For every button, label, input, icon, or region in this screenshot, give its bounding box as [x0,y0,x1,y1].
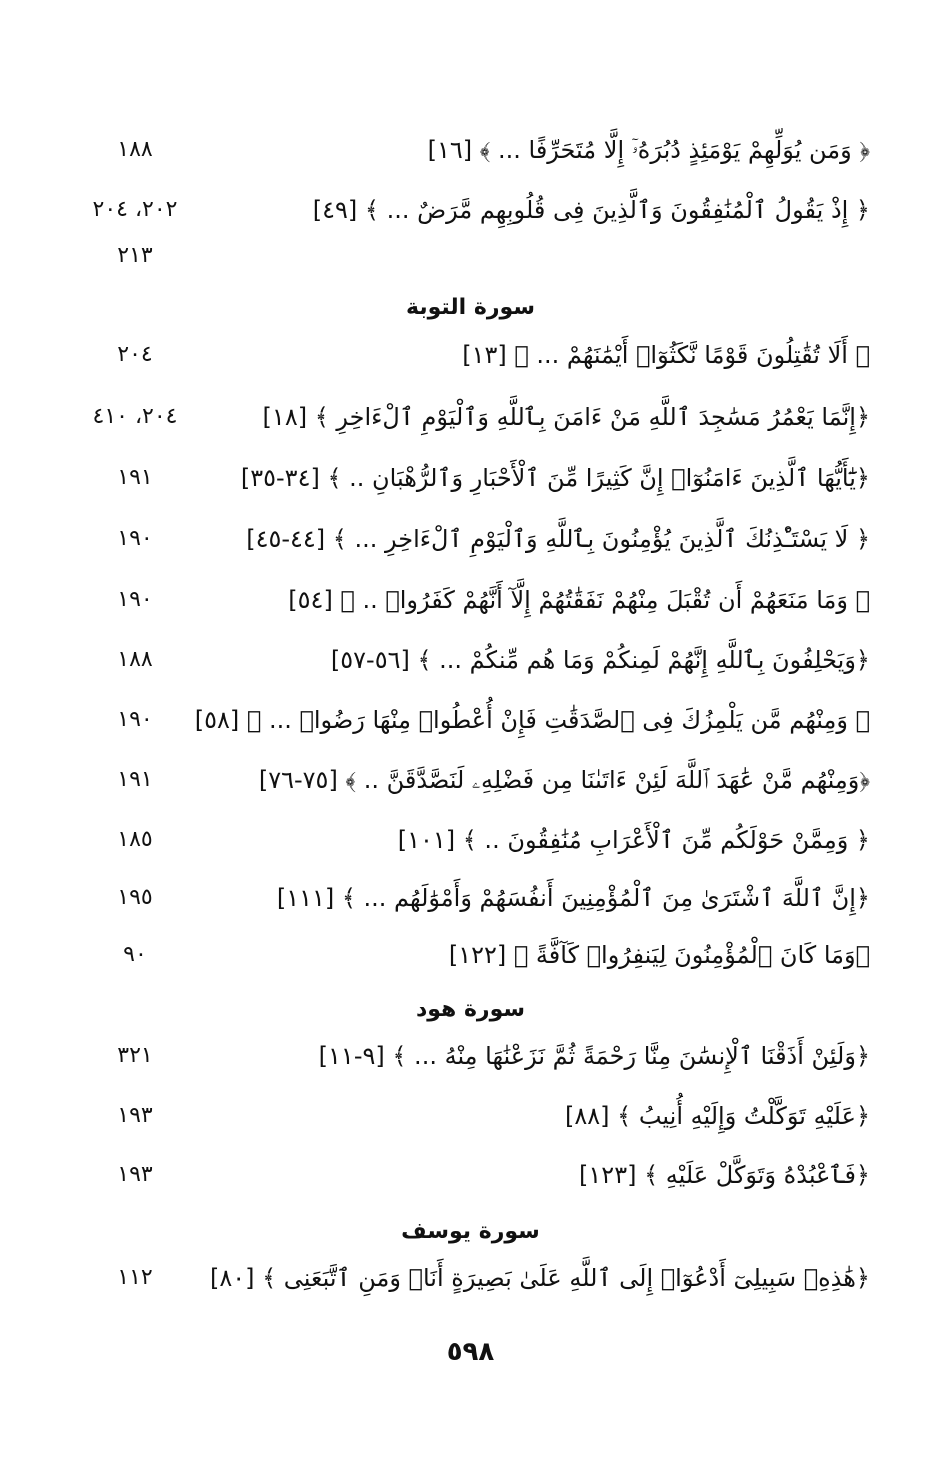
verse-text: ﴿ وَمَا مَنَعَهُمْ أَن تُقْبَلَ مِنْهُمْ نَفَقَٰتُهُمْ إِلَّآ أَنَّهُمْ كَفَرُوا۟ .. ﴾ [٥٤] [288,586,870,614]
page-references: ٢٠٤، ٤١٠ [92,404,178,429]
surah-heading-hud: سورة هود [415,997,526,1022]
verse-text: ﴿إِنَّ ٱللَّهَ ٱشْتَرَىٰ مِنَ ٱلْمُؤْمِنِينَ أَنفُسَهُمْ وَأَمْوَٰلَهُم ... ﴾ [١١١] [276,884,870,912]
page-references: ١٨٥ [117,827,153,852]
surah-heading-tawbah: سورة التوبة [406,295,535,320]
page-references: ١٩١ [117,767,153,792]
page-references: ٣٢١ [117,1043,153,1068]
verse-text: ﴿ وَمِنْهُم مَّن يَلْمِزُكَ فِى ٱلصَّدَقَٰتِ فَإِنْ أُعْطُوا۟ مِنْهَا رَضُوا۟ ... ﴾ [٥٨] [194,706,870,734]
verse-text: ﴿عَلَيْهِ تَوَكَّلْتُ وَإِلَيْهِ أُنِيبُ ﴾ [٨٨] [564,1102,870,1130]
page-references: ١٩٥ [117,885,153,910]
index-entry [70,700,870,740]
verse-text: ﴿إِنَّمَا يَعْمُرُ مَسَٰجِدَ ٱللَّهِ مَنْ ءَامَنَ بِٱللَّهِ وَٱلْيَوْمِ ٱلْءَاخِرِ ﴾ [١٨] [262,403,870,431]
verse-text: ﴿ لَا يَسْتَـْٔذِنُكَ ٱلَّذِينَ يُؤْمِنُونَ بِٱللَّهِ وَٱلْيَوْمِ ٱلْءَاخِرِ ... ﴾ [٤٤-٤٥] [246,525,870,553]
page-references-continuation: ٢١٣ [117,243,153,268]
page-references: ١١٢ [117,1265,153,1290]
index-entry [70,878,870,918]
page-references: ٢٠٤ [117,342,153,367]
verse-text: ﴿ إِذْ يَقُولُ ٱلْمُنَٰفِقُونَ وَٱلَّذِينَ فِى قُلُوبِهِم مَّرَضٌ ... ﴾ [٤٩] [312,196,870,224]
index-entry [70,1155,870,1195]
verse-text: ﴿هَٰذِهِۦ سَبِيلِىٓ أَدْعُوٓا۟ إِلَى ٱللَّهِ عَلَىٰ بَصِيرَةٍ أَنَا۠ وَمَنِ ٱتَّبَعَنِى ﴾ [٨٠] [209,1264,870,1292]
index-entry [70,397,870,437]
verse-text: ﴿وَيَحْلِفُونَ بِٱللَّهِ إِنَّهُمْ لَمِنكُمْ وَمَا هُم مِّنكُمْ ... ﴾ [٥٦-٥٧] [330,646,870,674]
verse-text: ﴿وَمَا كَانَ ٱلْمُؤْمِنُونَ لِيَنفِرُوا۟ كَآفَّةً ﴾ [١٢٢] [448,941,870,969]
page-references: ١٩١ [117,465,153,490]
verse-text: ﴿يَٰٓأَيُّهَا ٱلَّذِينَ ءَامَنُوٓا۟ إِنَّ كَثِيرًا مِّنَ ٱلْأَحْبَارِ وَٱلرُّهْبَانِ .. ﴾ [٣٤-٣٥] [240,464,870,492]
index-entry [70,640,870,680]
page-references: ١٨٨ [117,647,153,672]
page-references: ١٨٨ [117,137,153,162]
index-entry [70,335,870,375]
index-entry [70,458,870,498]
verse-text: ﴿وَمِنْهُم مَّنْ عَٰهَدَ ٱللَّهَ لَئِنْ ءَاتَىٰنَا مِن فَضْلِهِۦ لَنَصَّدَّقَنَّ .. ﴾ [٧٥-٧٦] [258,766,870,794]
verse-text: ﴿فَٱعْبُدْهُ وَتَوَكَّلْ عَلَيْهِ ﴾ [١٢٣] [579,1161,870,1189]
index-entry [70,935,870,975]
page-references: ١٩٠ [117,526,153,551]
surah-heading-yusuf: سورة يوسف [401,1219,540,1244]
verse-text: ﴿ وَمَن يُوَلِّهِمْ يَوْمَئِذٍ دُبُرَهُۥٓ إِلَّا مُتَحَرِّفًا ... ﴾ [١٦] [427,136,870,164]
index-entry [70,1096,870,1136]
index-entry [70,130,870,170]
index-entry [70,580,870,620]
index-entry [70,820,870,860]
verse-text: ﴿ وَمِمَّنْ حَوْلَكُم مِّنَ ٱلْأَعْرَابِ مُنَٰفِقُونَ .. ﴾ [١٠١] [397,826,870,854]
page-references: ١٩٣ [117,1103,153,1128]
page-number: ٥٩٨ [446,1337,495,1367]
page-references: ١٩٣ [117,1162,153,1187]
verse-text: ﴿وَلَئِنْ أَذَقْنَا ٱلْإِنسَٰنَ مِنَّا رَحْمَةً ثُمَّ نَزَعْنَٰهَا مِنْهُ ... ﴾ [٩-١١] [318,1042,870,1070]
page-references: ٢٠٢، ٢٠٤ [92,197,178,222]
index-entry [70,1036,870,1076]
index-entry [70,1258,870,1298]
verse-text: ﴿ أَلَا تُقَٰتِلُونَ قَوْمًا نَّكَثُوٓا۟ أَيْمَٰنَهُمْ ... ﴾ [١٣] [462,341,870,369]
index-entry [70,190,870,230]
index-entry [70,760,870,800]
page-references: ١٩٠ [117,587,153,612]
index-entry [70,519,870,559]
page-references: ١٩٠ [117,707,153,732]
page-references: ٩٠ [123,942,147,967]
